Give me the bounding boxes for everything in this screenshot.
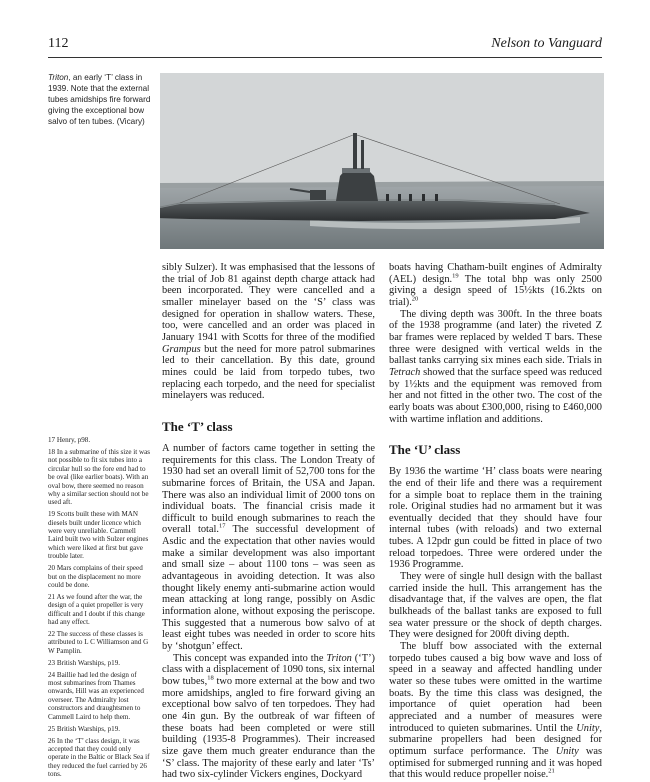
ship-name: Triton: [326, 652, 352, 664]
text-run: A number of factors came together in setting the requirements for this class. The London Treaty of 1930 had set an overall limit of 52,700 tons for the submarine forces of Britain, the USA and Japan. There was also an individual limit of 2000 tons on individual boats. The financial crisis made it difficult to build enough submarines to reach the overall total.: [162, 442, 375, 536]
text-run: (‘T’) class with a displacement of 1090 tons, six internal bow tubes,: [162, 652, 375, 687]
section-heading-u-class: The ‘U’ class: [389, 442, 461, 458]
submarine-photo-drawing: [160, 73, 604, 249]
photo-caption: [48, 72, 152, 127]
paragraph: [162, 443, 375, 653]
ship-name: Unity: [555, 745, 579, 757]
text-run: , submarine propellers had been designed for optimum surface performance. The: [389, 722, 602, 757]
paragraph: [389, 262, 602, 309]
submarine-photo: [160, 73, 604, 249]
paragraph: By 1936 the wartime ‘H’ class boats were nearing the end of their life and there was a requirement for a simple boat to replace them in the training role. Original studies had no armament but it was eventually decided that they should have four internal tubes (with reloads) and two external tubes. A 12pdr gun could be fitted in place of two reload torpedoes. Three were ordered under the 1936 Programme.: [389, 466, 602, 571]
footnote: 23 British Warships, p19.: [48, 658, 121, 667]
footnote-ref: 20: [411, 295, 419, 303]
paragraph: [389, 641, 602, 781]
paragraph: [162, 653, 375, 781]
text-run: The total bhp was only 2500 giving a design speed of 15½kts (16.2kts on trial).: [389, 273, 602, 308]
paragraph: [389, 309, 602, 426]
ship-name: Grampus: [162, 343, 201, 355]
footnote: 18 In a submarine of this size it was not possible to fit six tubes into a circular hull so the fore end had to be oval (like earlier boats). With an oval bow, there seemed no reason why a similar section should not be used aft.: [48, 447, 151, 507]
text-run: The bluff bow associated with the external torpedo tubes caused a big bow wave and loss of speed in a seaway and affected handling under water so these tubes were omitted in the wartime boats. By the time this class was designed, the importance of quiet operation had been appreciated and a number of measures were introduced to quieten submarines. Until the: [389, 641, 602, 734]
text-run: The diving depth was 300ft. In the three boats of the 1938 programme (and later) the riveted Z bar frames were replaced by welded T bars. These three were designed with vertical welds in the ballast tanks carrying six mines each side. Trials in: [389, 308, 602, 367]
text-run: The successful development of Asdic and the expectation that other navies would make a similar development was also important and small size – about 1100 tons – was seen as advantageous in avoiding detection. It was also thought likely enemy anti-submarine action would mean attacking at long range, possibly on Asdic information alone, without exposing the periscope. This suggested that a numerous bow salvo of at least eight tubes was needed in order to score hits by ‘shotgun’ effect.: [162, 524, 375, 653]
footnote: 25 British Warships, p19.: [48, 724, 121, 733]
footnotes: [48, 436, 152, 782]
text-run: sibly Sulzer). It was emphasised that the lessons of the trial of Job 81 against depth charge attack had been incorporated. They were cancelled and a smaller minelayer based on the ‘S’ class was designed for operation in shallow waters. These, too, were cancelled and an order was placed in January 1941 with Scotts for three of the modified: [162, 262, 375, 343]
paragraph: [162, 262, 375, 402]
ship-name: Unity: [576, 722, 600, 734]
footnote: 21 As we found after the war, the design of a quiet propeller is very difficult and I doubt if this change had any effect.: [48, 592, 145, 627]
text-run: was optimised for submerged running and it was hoped that this would reduce propeller noise.: [389, 745, 602, 781]
section-heading-t-class: The ‘T’ class: [162, 418, 233, 434]
footnote: 19 Scotts built these with MAN diesels built under licence which were very unreliable. Cammell Laird built two with Sulzer engines which were liked at first but gave trouble later.: [48, 510, 149, 561]
deck-gun: [310, 190, 326, 200]
text-run: but the need for more patrol submarines led to their cancellation. By this date, ground mines could be laid from torpedo tubes, two replacing each torpedo, and the need for specialist minelayers was reduced.: [162, 343, 375, 402]
sky: [160, 73, 604, 185]
footnote-ref: 19: [452, 272, 459, 280]
footnote-ref: 17: [219, 523, 226, 530]
footnote-ref: 18: [207, 674, 214, 682]
caption-boat-name: Triton: [48, 73, 69, 82]
text-column-right: [389, 262, 602, 781]
footnote-ref: 21: [548, 767, 555, 775]
paragraph: They were of single hull design with the ballast carried inside the hull. This arrangement has the disadvantage that, if the valves are open, the flat bulkheads of the ballast tanks are exposed to full sea water pressure or the shock of depth charges. They were designed for 200ft diving depth.: [389, 571, 602, 641]
text-run: boats having Chatham-built engines of Admiralty (AEL) design.: [389, 262, 602, 285]
footnote: 26 In the ‘T’ class design, it was accepted that they could only operate in the Baltic or Black Sea if they reduced the fuel carried by 26 tons.: [48, 736, 150, 779]
periscope-standard: [353, 133, 357, 169]
header-rule: [48, 57, 602, 58]
footnote: 24 Baillie had led the design of most submarines from Thames onwards, Hill was an experienced overseer. The Admiralty lost constructors and draughtsmen to Cammell Laird to help them.: [48, 670, 144, 721]
page-number: 112: [48, 36, 69, 51]
caption-text: , an early ‘T’ class in 1939. Note that the external tubes amidships fire forward giving the exceptional bow salvo of ten tubes. (Vicary): [48, 73, 151, 126]
running-head: Nelson to Vanguard: [491, 36, 602, 51]
ship-name: Tetrach: [389, 366, 421, 378]
periscope: [361, 140, 364, 169]
text-run: two more external at the bow and two more amidships, angled to fire forward giving an exceptional bow salvo of ten torpedoes. They had one 4in gun. By the outbreak of war fifteen of these boats had been completed or were still building (1935-8 Programmes). Their increased size gave them much greater endurance than the ‘S’ class. The majority of these early and later ‘Ts’ had two six-cylinder Vickers engines, Dockyard: [162, 676, 375, 781]
text-column-left: [162, 262, 375, 781]
text-run: This concept was expanded into the: [173, 652, 327, 664]
hull: [160, 201, 590, 221]
footnote: 20 Mars complains of their speed but on the displacement no more could be done.: [48, 564, 143, 589]
footnote: 22 The success of these classes is attributed to L C Williamson and G W Pamplin.: [48, 630, 149, 655]
text-run: showed that the surface speed was reduced by 1½kts and the equipment was removed from her and not fitted in the other two. The cost of the early boats was about £300,000, rising to £460,000 with wartime inflation and additions.: [389, 366, 602, 425]
footnote: 17 Henry, p98.: [48, 436, 91, 444]
